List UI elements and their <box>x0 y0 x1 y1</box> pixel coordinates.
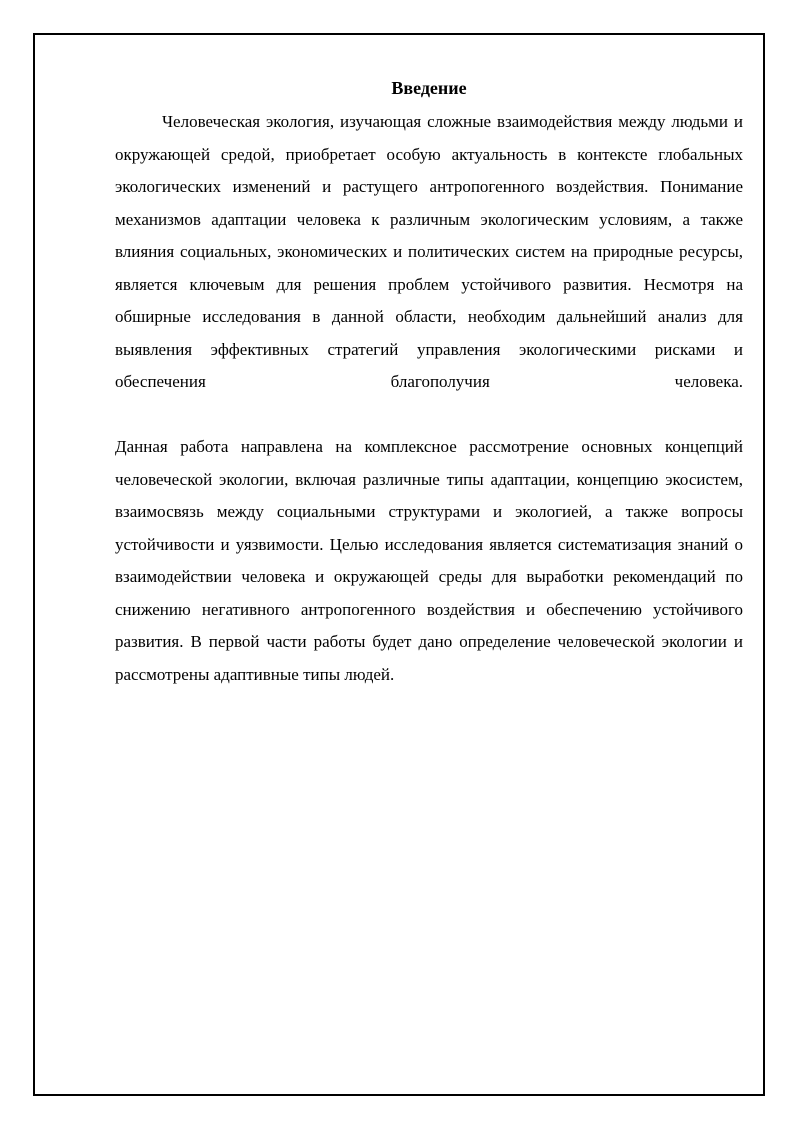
document-body <box>115 76 743 691</box>
paragraph-spacer <box>115 399 743 432</box>
paragraph-intro: Человеческая экология, изучающая сложные взаимодействия между людьми и окружающей средой, приобретает особую актуальность в контексте глобальных экологических изменений и растущего антропогенного воздействия. Понимание механизмов адаптации человека к различным экологическим условиям, а также влияния социальных, экономических и политических систем на природные ресурсы, является ключевым для решения проблем устойчивого развития. Несмотря на обширные исследования в данной области, необходим дальнейший анализ для выявления эффективных стратегий управления экологическими рисками и обеспечения благополучия человека. <box>115 112 743 391</box>
paragraph-aims: Данная работа направлена на комплексное рассмотрение основных концепций человеческой экологии, включая различные типы адаптации, концепцию экосистем, взаимосвязь между социальными структурами и экологией, а также вопросы устойчивости и уязвимости. Целью исследования является систематизация знаний о взаимодействии человека и окружающей среды для выработки рекомендаций по снижению негативного антропогенного воздействия и обеспечению устойчивого развития. В первой части работы будет дано определение человеческой экологии и рассмотрены адаптивные типы людей. <box>115 437 743 684</box>
document-title: Введение <box>391 78 467 98</box>
